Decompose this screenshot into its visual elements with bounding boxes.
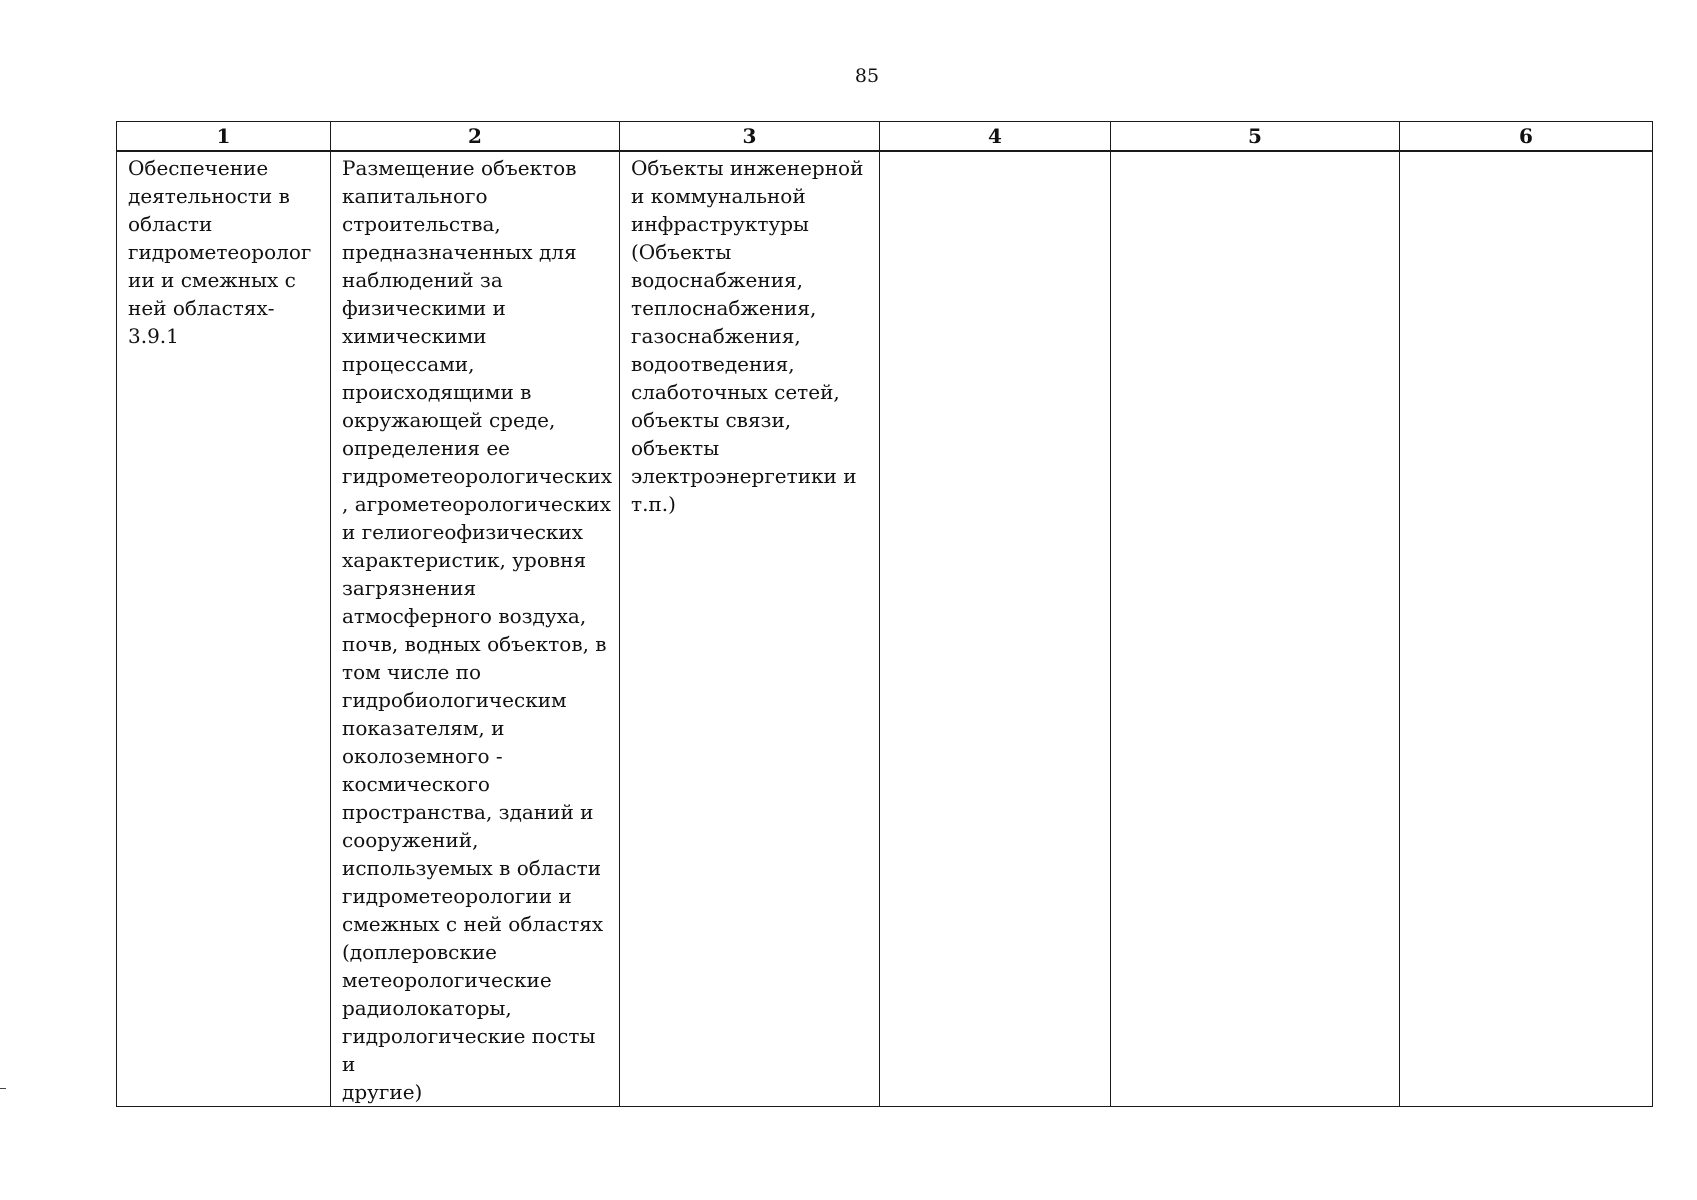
page-number: 85 [854, 65, 880, 87]
table-header-row [117, 122, 1653, 152]
cell-permitted-objects: Объекты инженерной и коммунальной инфраструктуры (Объекты водоснабжения, теплоснабжения, газоснабжения, водоотведения, слаботочных сетей, объекты связи, объекты электроэнергетики и т.п.) [620, 151, 880, 1107]
column-header-1: 1 [117, 122, 331, 152]
land-use-table [116, 121, 1653, 1107]
column-header-3: 3 [620, 122, 880, 152]
cell-description: Размещение объектов капитального строительства, предназначенных для наблюдений за физическими и химическими процессами, происходящими в окружающей среде, определения ее гидрометеорологических , агрометеорологических и гелиогеофизических характеристик, уровня загрязнения атмосферного воздуха, почв, водных объектов, в том числе по гидробиологическим показателям, и околоземного - космического пространства, зданий и сооружений, используемых в области гидрометеорологии и смежных с ней областях (доплеровские метеорологические радиолокаторы, гидрологические посты и другие) [331, 151, 620, 1107]
column-header-5: 5 [1111, 122, 1400, 152]
column-header-4: 4 [880, 122, 1111, 152]
cell-column-4 [880, 151, 1111, 1107]
column-header-2: 2 [331, 122, 620, 152]
column-header-6: 6 [1400, 122, 1653, 152]
cell-land-use-type: Обеспечение деятельности в области гидрометеоролог ии и смежных с ней областях- 3.9.1 [117, 151, 331, 1107]
cell-column-5 [1111, 151, 1400, 1107]
scan-edge-mark [0, 1088, 6, 1089]
cell-column-6 [1400, 151, 1653, 1107]
table-row [117, 151, 1653, 1107]
